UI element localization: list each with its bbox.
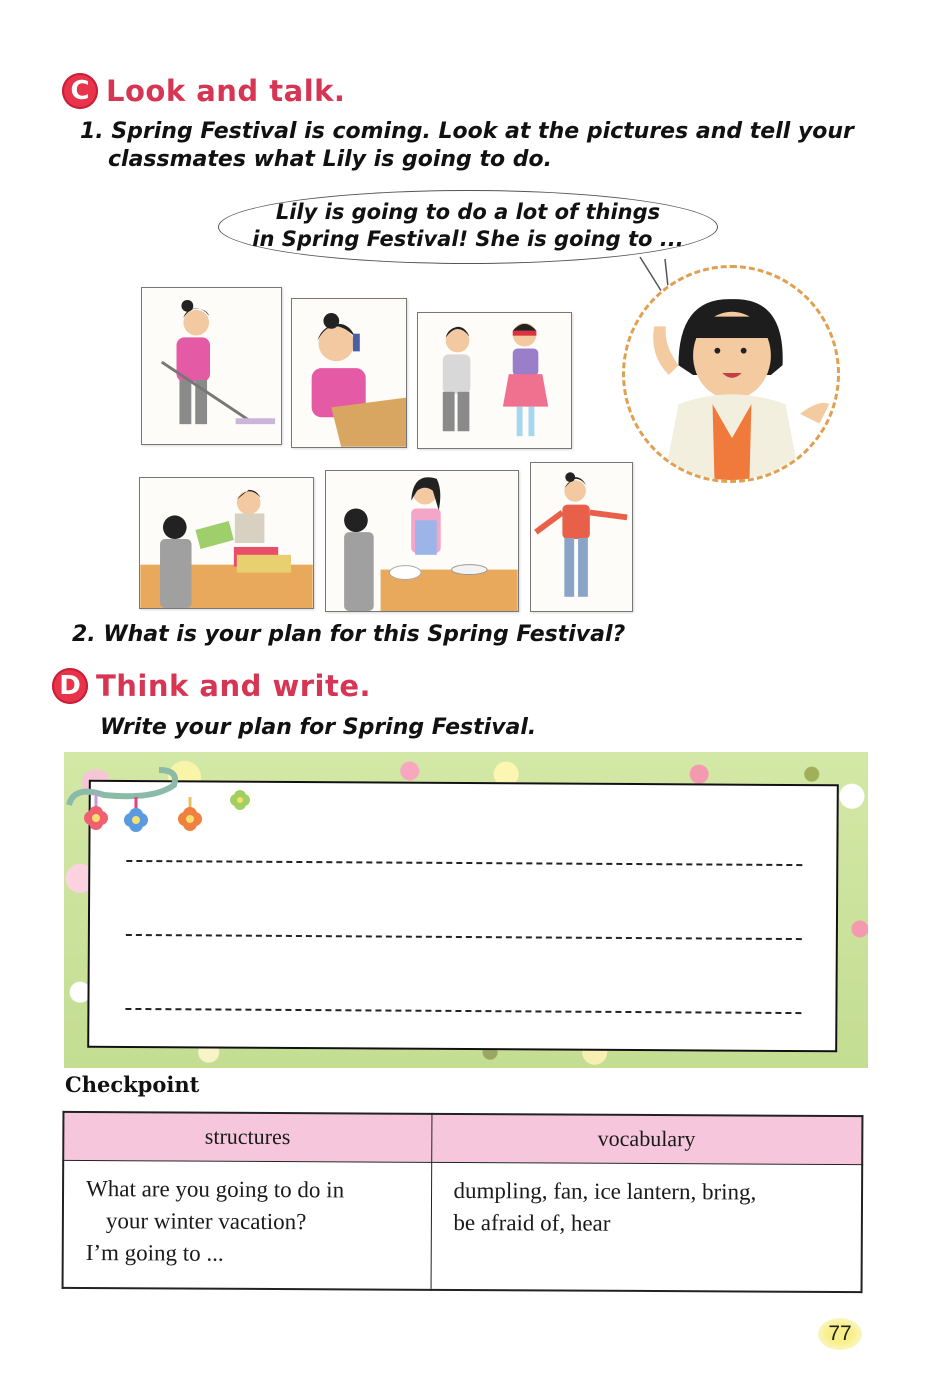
section-c-heading <box>62 73 345 109</box>
vocabulary-line1: dumpling, fan, ice lantern, bring, <box>453 1177 757 1205</box>
flower-garland-icon <box>64 755 264 835</box>
phone-illustration <box>292 299 406 447</box>
section-c-title: Look and talk. <box>106 74 346 108</box>
checkpoint-table <box>62 1111 864 1293</box>
structures-cell <box>63 1160 432 1290</box>
picture-dumplings <box>325 470 519 612</box>
picture-phone <box>291 298 407 448</box>
checkpoint-header-row <box>63 1112 862 1164</box>
lily-illustration <box>625 268 837 480</box>
writing-line-2[interactable] <box>126 934 802 940</box>
item1-line2: classmates what Lily is going to do. <box>108 147 552 172</box>
header-vocabulary: vocabulary <box>431 1114 862 1164</box>
section-d-heading <box>52 668 371 704</box>
header-structures: structures <box>63 1112 431 1162</box>
picture-blindfold-game <box>417 312 572 449</box>
speech-bubble <box>218 190 718 264</box>
writing-line-1[interactable] <box>126 860 802 866</box>
bubble-line2: in Spring Festival! She is going to ... <box>252 227 684 251</box>
section-d-badge: D <box>52 668 88 704</box>
gifts-illustration <box>140 478 313 608</box>
lily-portrait <box>622 265 840 483</box>
new-clothes-illustration <box>531 463 632 611</box>
checkpoint-content-row <box>63 1160 863 1292</box>
page-number: 77 <box>818 1318 862 1350</box>
item2-question: 2. What is your plan for this Spring Festival? <box>72 622 626 647</box>
vocabulary-line2: be afraid of, hear <box>453 1209 611 1236</box>
blindfold-illustration <box>418 313 571 448</box>
vocabulary-cell <box>431 1162 863 1292</box>
writing-line-3[interactable] <box>125 1008 801 1014</box>
section-d-title: Think and write. <box>96 669 372 703</box>
section-d-instruction: Write your plan for Spring Festival. <box>100 715 537 740</box>
picture-mopping <box>141 287 282 445</box>
section-c-badge: C <box>62 73 98 109</box>
item1-line1: 1. Spring Festival is coming. Look at the pictures and tell your <box>80 119 854 144</box>
mopping-illustration <box>142 288 281 444</box>
picture-gift-shopping <box>139 477 314 609</box>
checkpoint-label: Checkpoint <box>65 1072 200 1097</box>
bubble-line1: Lily is going to do a lot of things <box>275 200 661 224</box>
dumplings-illustration <box>326 471 518 611</box>
picture-new-clothes <box>530 462 633 612</box>
structures-line2: your winter vacation? <box>105 1207 307 1234</box>
structures-line1: What are you going to do in <box>86 1175 345 1202</box>
structures-line3: I’m going to ... <box>85 1239 224 1266</box>
